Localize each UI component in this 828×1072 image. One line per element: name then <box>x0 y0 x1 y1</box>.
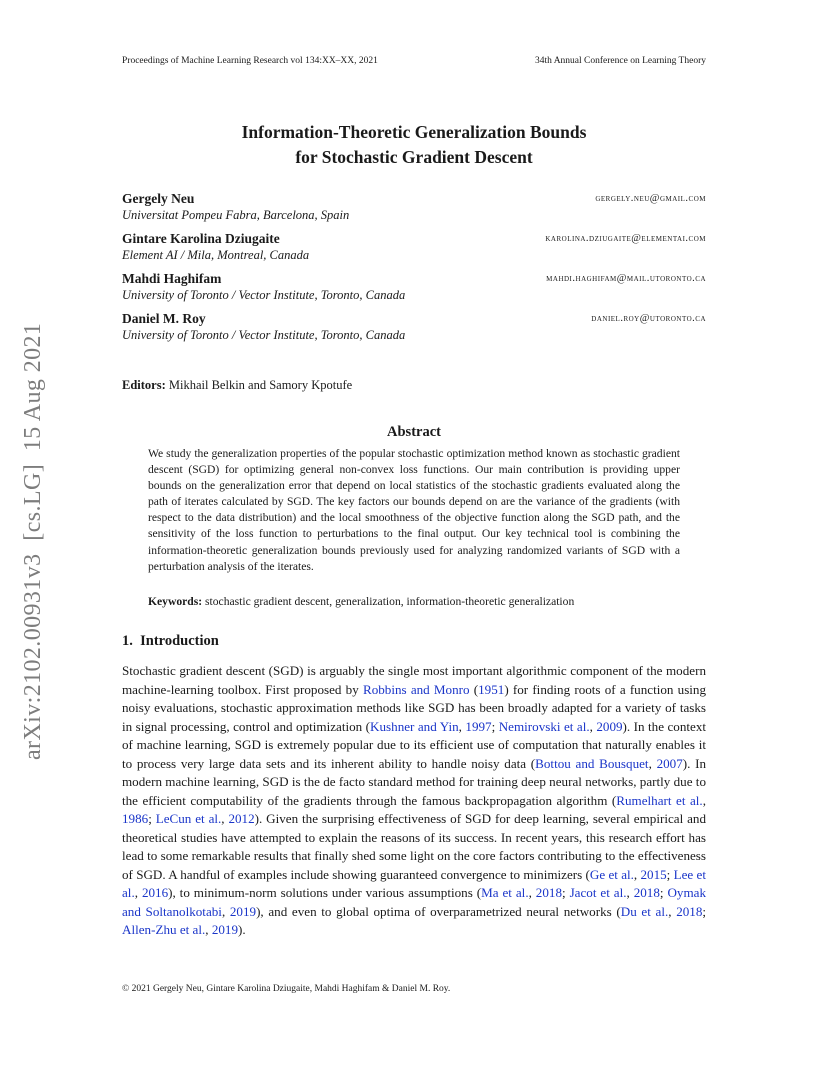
intro-text: ; <box>659 885 668 900</box>
author-name: Mahdi Haghifam <box>122 271 222 286</box>
citation-year-link[interactable]: 2018 <box>676 903 703 919</box>
intro-text: , <box>134 885 142 900</box>
editors-names: Mikhail Belkin and Samory Kpotufe <box>168 378 353 392</box>
author-name: Gergely Neu <box>122 191 195 206</box>
citation-year-link[interactable]: 1997 <box>465 718 492 734</box>
citation-year-link[interactable]: 1986 <box>122 811 149 826</box>
citation-year-link[interactable]: 2009 <box>596 718 623 734</box>
keywords-line <box>148 594 680 610</box>
intro-text: , <box>702 792 706 808</box>
intro-text: ; <box>666 866 674 882</box>
intro-text: ; <box>702 903 707 919</box>
intro-text: , <box>221 811 229 826</box>
citation-link[interactable]: LeCun et al. <box>155 811 222 826</box>
keywords-label: Keywords: <box>148 595 203 608</box>
intro-text: ), to minimum-norm solutions under various assumptions ( <box>168 885 482 900</box>
keywords-text: stochastic gradient descent, generalization, information-theoretic generalization <box>205 595 575 608</box>
citation-link[interactable]: Allen-Zhu et al. <box>122 922 206 937</box>
author-affiliation: Universitat Pompeu Fabra, Barcelona, Spain <box>122 208 350 222</box>
copyright-footer: © 2021 Gergely Neu, Gintare Karolina Dziugaite, Mahdi Haghifam & Daniel M. Roy. <box>122 984 451 994</box>
section-heading <box>122 633 219 650</box>
citation-link[interactable]: Oymak and Soltanolkotabi <box>122 885 707 919</box>
citation-link[interactable]: Rumelhart et al. <box>616 792 703 808</box>
intro-text: ). Given the surprising effectiveness of SGD for deep learning, several empirical and theoretical studies have attempted to explain the reasons of its success. In recent years, this research effort has lead to some remarkable results that finally shed some light on the core factors contributing to the effectiveness of SGD. A handful of examples include showing guaranteed convergence to minimizers ( <box>122 811 706 882</box>
intro-text: ). <box>238 922 246 937</box>
citation-year-link[interactable]: 2019 <box>211 922 238 937</box>
intro-text: ) for finding roots of a function using noisy evaluations, stochastic approximation methods like SGD has been broadly adapted for a variety of tasks in signal processing, control and optimization ( <box>122 681 707 734</box>
author-entry <box>122 311 706 343</box>
author-entry <box>122 191 706 223</box>
intro-text: , <box>668 903 677 919</box>
author-block <box>122 191 706 351</box>
author-affiliation: University of Toronto / Vector Institute, Toronto, Canada <box>122 288 406 302</box>
section-title: Introduction <box>140 633 219 649</box>
citation-year-link[interactable]: 2018 <box>535 885 562 900</box>
author-name: Daniel M. Roy <box>122 311 206 326</box>
author-affiliation: University of Toronto / Vector Institute, Toronto, Canada <box>122 328 406 342</box>
citation-year-link[interactable]: 2012 <box>228 811 255 826</box>
intro-text: , <box>633 866 641 882</box>
citation-year-link[interactable]: 2007 <box>656 755 683 771</box>
abstract-heading: Abstract <box>387 424 441 440</box>
author-email: karolina.dziugaite@elementai.com <box>545 233 706 244</box>
intro-text: Stochastic gradient descent (SGD) is arguably the single most important algorithmic component of the modern machine-learning toolbox. First proposed by <box>122 663 706 697</box>
intro-text: , <box>205 922 212 937</box>
citation-year-link[interactable]: 2016 <box>141 885 169 900</box>
author-name: Gintare Karolina Dziugaite <box>122 231 280 246</box>
citation-link[interactable]: Ma et al. <box>481 885 529 900</box>
citation-link[interactable]: Kushner and Yin <box>370 718 459 734</box>
citation-year-link[interactable]: 2015 <box>640 866 667 882</box>
intro-text: , <box>458 718 466 734</box>
author-email: daniel.roy@utoronto.ca <box>591 313 706 324</box>
intro-text: , <box>626 885 634 900</box>
citation-link[interactable]: Lee et al. <box>122 866 706 900</box>
section-number: 1. <box>122 633 133 649</box>
citation-link[interactable]: Bottou and Bousquet <box>535 755 649 771</box>
author-email: mahdi.haghifam@mail.utoronto.ca <box>546 273 706 284</box>
introduction-paragraph <box>122 662 706 940</box>
citation-link[interactable]: Jacot et al. <box>569 885 627 900</box>
editors-label: Editors: <box>122 378 166 392</box>
citation-link[interactable]: Nemirovski et al. <box>498 718 590 734</box>
intro-text: ( <box>469 681 479 697</box>
intro-text: ), and even to global optima of overparametrized neural networks ( <box>256 903 621 919</box>
paper-title-line-2: for Stochastic Gradient Descent <box>295 147 533 167</box>
intro-text: ; <box>561 885 570 900</box>
intro-text: , <box>648 755 657 771</box>
citation-year-link[interactable]: 1951 <box>478 681 505 697</box>
author-email: gergely.neu@gmail.com <box>595 193 706 204</box>
intro-text: ). In the context of machine learning, SGD is extremely popular due to its efficient use of computation that naturally enables it to process very large data sets and its inherent ability to handle noisy data ( <box>122 718 707 771</box>
paper-title-line-1: Information-Theoretic Generalization Bounds <box>241 122 587 142</box>
intro-text: , <box>589 718 597 734</box>
citation-year-link[interactable]: 2018 <box>633 885 660 900</box>
intro-text: , <box>528 885 536 900</box>
arxiv-identifier-text: arXiv:2102.00931v3 [cs.LG] 15 Aug 2021 <box>20 322 46 760</box>
author-affiliation: Element AI / Mila, Montreal, Canada <box>122 248 310 262</box>
intro-text: ). In modern machine learning, SGD is the de facto standard method for training deep neural networks, partly due to the efficient computability of the gradients through the famous backpropagation algorithm ( <box>122 755 706 808</box>
running-head-left: Proceedings of Machine Learning Research vol 134:XX–XX, 2021 <box>122 56 378 66</box>
intro-text: ; <box>491 718 499 734</box>
author-entry <box>122 231 706 263</box>
editors-line <box>122 378 352 393</box>
abstract-text: We study the generalization properties of the popular stochastic optimization method known as stochastic gradient descent (SGD) for optimizing general non-convex loss functions. Our main contribution is providing upper bounds on the generalization error that depend on local statistics of the stochastic gradients evaluated along the path of iterates calculated by SGD. The key factors our bounds depend on are the variance of the gradients (with respect to the data distribution) and the local smoothness of the objective function along the SGD path, and the sensitivity of the loss function to perturbations to the final output. Our key technical tool is combining the information-theoretic generalization bounds previously used for analyzing randomized variants of SGD with a perturbation analysis of the iterates. <box>148 447 680 573</box>
intro-text: , <box>221 903 230 919</box>
running-head-right: 34th Annual Conference on Learning Theory <box>534 56 706 66</box>
citation-link[interactable]: Du et al. <box>620 903 669 919</box>
citation-link[interactable]: Robbins and Monro <box>362 681 470 697</box>
author-entry <box>122 271 706 303</box>
citation-year-link[interactable]: 2019 <box>229 903 257 919</box>
citation-link[interactable]: Ge et al. <box>589 866 634 882</box>
intro-text: ; <box>148 811 156 826</box>
paper-title <box>0 120 828 170</box>
